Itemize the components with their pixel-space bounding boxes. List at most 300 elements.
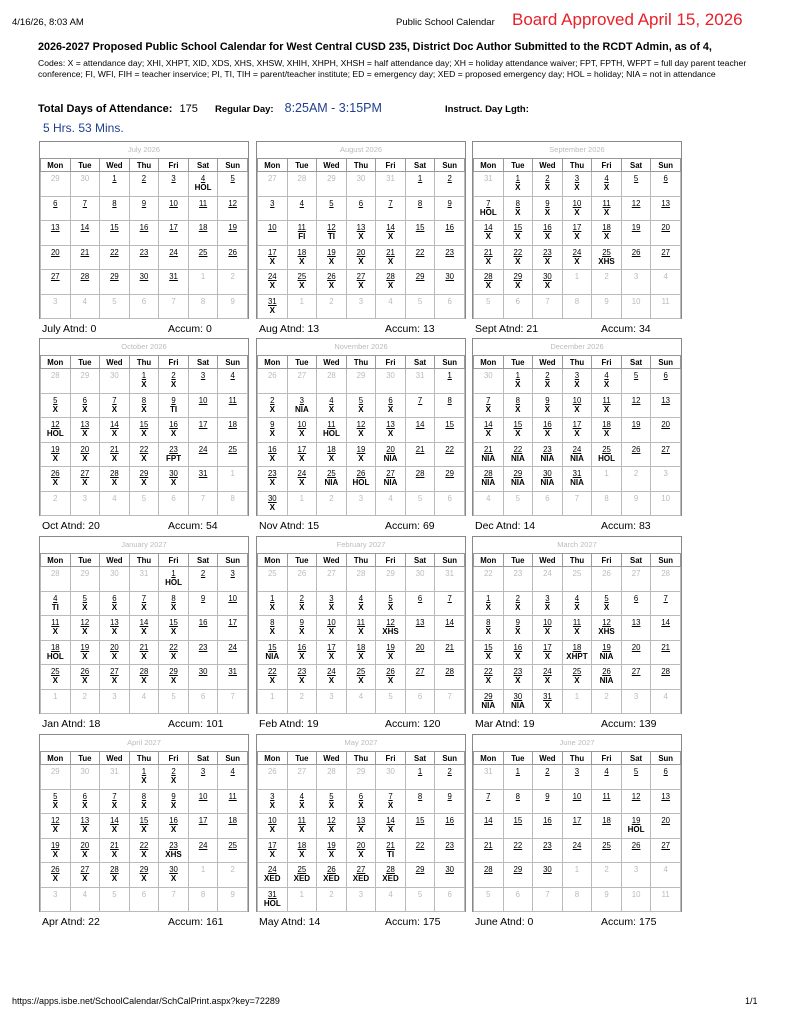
day-cell [621, 591, 651, 616]
day-number: 26 [267, 767, 277, 776]
day-number: 31 [228, 667, 238, 676]
weekday-header: Sun [651, 752, 681, 765]
day-code: X [299, 602, 305, 612]
day-number: 16 [543, 223, 552, 232]
day-cell [100, 665, 130, 690]
day-code: X [52, 404, 58, 414]
day-cell [346, 369, 376, 394]
day-cell [562, 245, 592, 270]
month-attendance [42, 718, 168, 730]
day-cell [621, 491, 651, 516]
day-code: X [358, 281, 364, 290]
weekday-header: Thu [562, 554, 592, 567]
day-number: 29 [80, 371, 90, 380]
day-number: 3 [270, 791, 275, 801]
weekday-header: Thu [346, 159, 376, 172]
day-cell [129, 765, 159, 790]
day-number: 27 [327, 569, 336, 578]
day-number: 16 [297, 642, 307, 652]
day-cell [346, 393, 376, 418]
day-cell [474, 393, 504, 418]
week-row [258, 442, 465, 467]
day-code: X [141, 404, 147, 414]
day-cell [474, 665, 504, 690]
day-number: 2 [329, 493, 334, 503]
day-code: XED [293, 874, 311, 883]
day-cell [621, 369, 651, 394]
day-cell [159, 567, 189, 592]
day-number: 16 [169, 420, 178, 429]
month-calendar [256, 338, 466, 516]
weekday-header: Wed [317, 554, 347, 567]
day-cell [474, 221, 504, 246]
weekday-header: Thu [562, 752, 592, 765]
day-cell [218, 442, 248, 467]
weekday-header: Sun [218, 752, 248, 765]
day-cell [435, 393, 465, 418]
weekday-header: Tue [287, 752, 317, 765]
day-number: 4 [82, 889, 88, 899]
day-code: X [387, 256, 394, 266]
day-cell [129, 863, 159, 888]
month-calendar [39, 734, 249, 912]
day-cell [188, 467, 218, 492]
day-cell [621, 418, 651, 443]
day-number: 28 [415, 469, 425, 478]
day-code: NIA [481, 453, 496, 463]
day-number: 21 [483, 840, 493, 850]
day-number: 4 [299, 198, 305, 208]
week-row [474, 887, 681, 912]
day-cell [70, 838, 100, 863]
day-cell [533, 393, 563, 418]
day-number: 26 [602, 569, 611, 578]
day-number: 13 [386, 420, 395, 429]
day-cell [346, 270, 376, 295]
day-number: 3 [633, 272, 639, 281]
day-number: 30 [80, 174, 90, 183]
weekday-header: Mon [41, 752, 71, 765]
day-cell [592, 467, 622, 492]
day-code: X [82, 429, 88, 438]
accum-value: 161 [205, 916, 224, 928]
day-code: HOL [322, 429, 340, 438]
day-number: 9 [604, 296, 609, 306]
day-code: X [328, 800, 335, 810]
day-number: 11 [199, 198, 208, 208]
day-code: X [82, 453, 88, 463]
day-cell [188, 665, 218, 690]
day-code: X [299, 849, 305, 859]
day-cell [592, 196, 622, 221]
day-cell [346, 221, 376, 246]
day-number: 23 [445, 840, 455, 850]
day-number: 26 [228, 247, 238, 257]
day-cell [287, 442, 317, 467]
day-cell [474, 838, 504, 863]
day-code: X [387, 800, 394, 810]
day-code: X [269, 256, 275, 266]
day-cell [218, 172, 248, 197]
day-cell [100, 838, 130, 863]
day-code: X [358, 256, 364, 266]
day-number: 4 [358, 691, 364, 701]
day-cell [592, 665, 622, 690]
day-code: X [328, 849, 335, 859]
day-cell [218, 591, 248, 616]
day-code: NIA [510, 453, 525, 463]
day-number: 7 [486, 395, 491, 405]
day-cell [258, 196, 288, 221]
day-number: 7 [171, 296, 176, 306]
day-number: 10 [267, 223, 277, 232]
approval-stamp: Board Approved April 15, 2026 [512, 10, 743, 29]
month-attendance-label: Feb Atnd: [259, 718, 304, 730]
day-number: 7 [417, 395, 423, 405]
accum-label: Accum: [385, 718, 421, 730]
weekday-header: Mon [474, 356, 504, 369]
day-number: 9 [230, 889, 235, 899]
day-number: 6 [417, 593, 423, 603]
accum-label: Accum: [168, 718, 204, 730]
day-cell [287, 369, 317, 394]
day-cell [474, 789, 504, 814]
day-number: 6 [515, 296, 521, 306]
day-cell [376, 270, 406, 295]
day-number: 1 [299, 889, 305, 899]
day-number: 20 [80, 444, 90, 454]
document-title: 2026-2027 Proposed Public School Calendar for West Central CUSD 235, District Doc Author Submitted to the RCDT Admin, as of 4, [38, 41, 712, 53]
day-number: 11 [356, 618, 366, 627]
day-number: 2 [604, 691, 609, 701]
week-row [474, 765, 681, 790]
weekday-header: Mon [258, 554, 288, 567]
day-cell [405, 567, 435, 592]
day-cell [258, 665, 288, 690]
day-code: X [111, 849, 118, 859]
day-number: 1 [141, 767, 147, 776]
day-cell [405, 467, 435, 492]
week-row [41, 172, 248, 197]
day-number: 8 [574, 296, 580, 306]
week-row [41, 393, 248, 418]
day-number: 17 [327, 642, 336, 652]
day-cell [317, 863, 347, 888]
day-cell [562, 418, 592, 443]
day-number: 15 [110, 223, 119, 232]
day-number: 31 [415, 371, 425, 380]
weekday-header: Sun [218, 159, 248, 172]
day-number: 26 [267, 371, 277, 380]
weekday-header: Tue [70, 159, 100, 172]
weekday-header: Thu [346, 752, 376, 765]
week-row [258, 491, 465, 516]
print-datetime: 4/16/26, 8:03 AM [12, 17, 84, 28]
day-number: 3 [329, 593, 334, 603]
day-cell [188, 369, 218, 394]
day-cell [41, 863, 71, 888]
attendance-summary [259, 520, 435, 532]
day-code: X [170, 825, 177, 834]
day-number: 31 [198, 469, 208, 478]
day-cell [621, 442, 651, 467]
day-cell [70, 245, 100, 270]
day-code: X [574, 183, 580, 192]
day-cell [474, 616, 504, 641]
week-row [474, 294, 681, 319]
day-number: 1 [486, 593, 491, 603]
month-table [473, 158, 681, 319]
day-cell [533, 591, 563, 616]
day-code: X [515, 627, 521, 636]
day-cell [258, 863, 288, 888]
month-attendance-value: 21 [526, 323, 539, 335]
day-code: X [52, 874, 58, 883]
day-number: 4 [388, 296, 393, 306]
week-row [41, 665, 248, 690]
day-number: 12 [602, 618, 611, 627]
day-number: 5 [633, 371, 639, 380]
day-number: 14 [483, 223, 493, 232]
week-row [258, 567, 465, 592]
day-number: 8 [417, 198, 423, 208]
week-row [258, 393, 465, 418]
day-cell [287, 567, 317, 592]
day-cell [651, 567, 681, 592]
attendance-summary [475, 520, 651, 532]
day-cell [317, 765, 347, 790]
month-attendance [259, 718, 385, 730]
day-number: 25 [297, 272, 307, 281]
day-cell [474, 814, 504, 839]
day-number: 17 [198, 420, 208, 429]
day-cell [651, 591, 681, 616]
day-number: 24 [543, 667, 552, 676]
day-number: 16 [198, 618, 208, 627]
day-cell [287, 765, 317, 790]
day-code: X [387, 825, 394, 834]
week-row [474, 418, 681, 443]
day-number: 1 [515, 371, 521, 380]
day-cell [651, 270, 681, 295]
day-code: X [299, 453, 305, 463]
day-cell [41, 294, 71, 319]
day-cell [188, 418, 218, 443]
day-number: 13 [356, 816, 366, 825]
day-number: 22 [110, 247, 119, 257]
day-code: X [358, 849, 364, 859]
day-number: 6 [141, 889, 147, 899]
day-number: 20 [661, 223, 671, 232]
day-cell [188, 765, 218, 790]
day-cell [70, 640, 100, 665]
day-number: 11 [572, 618, 582, 627]
day-code: X [111, 676, 118, 685]
day-number: 2 [604, 272, 609, 281]
day-cell [405, 616, 435, 641]
day-cell [100, 814, 130, 839]
day-number: 27 [661, 444, 671, 454]
day-number: 28 [110, 469, 119, 478]
day-number: 24 [297, 469, 307, 478]
day-number: 3 [200, 767, 206, 776]
day-number: 30 [543, 469, 552, 478]
day-number: 17 [267, 247, 277, 257]
day-cell [376, 838, 406, 863]
day-code: X [574, 256, 580, 266]
day-code: X [328, 676, 335, 685]
accum-label: Accum: [385, 916, 421, 928]
weekday-header: Sat [405, 554, 435, 567]
day-number: 22 [267, 667, 277, 676]
day-number: 13 [356, 223, 366, 232]
weekday-header: Fri [592, 159, 622, 172]
day-number: 5 [388, 691, 393, 701]
day-number: 18 [572, 642, 582, 652]
day-number: 19 [386, 642, 395, 652]
day-number: 27 [80, 865, 90, 874]
day-number: 5 [171, 691, 176, 701]
day-code: NIA [570, 478, 584, 487]
day-code: X [485, 281, 491, 290]
day-number: 21 [80, 247, 90, 257]
day-cell [533, 245, 563, 270]
weekday-header: Fri [592, 554, 622, 567]
month-attendance [42, 916, 168, 928]
day-code: X [544, 232, 551, 241]
day-number: 26 [631, 444, 641, 454]
day-number: 22 [483, 569, 493, 578]
day-cell [41, 789, 71, 814]
accum-value: 120 [422, 718, 441, 730]
day-cell [621, 616, 651, 641]
day-number: 17 [267, 840, 277, 850]
day-number: 21 [661, 642, 671, 652]
day-cell [317, 270, 347, 295]
day-cell [159, 172, 189, 197]
day-cell [621, 665, 651, 690]
day-cell [474, 765, 504, 790]
day-number: 10 [543, 618, 552, 627]
day-number: 24 [228, 642, 238, 652]
day-number: 15 [267, 642, 277, 652]
day-number: 7 [545, 296, 550, 306]
day-cell [592, 887, 622, 912]
day-number: 28 [50, 569, 60, 578]
week-row [41, 467, 248, 492]
day-cell [41, 393, 71, 418]
weekday-header: Sat [405, 752, 435, 765]
day-number: 7 [388, 198, 393, 208]
day-cell [159, 369, 189, 394]
day-cell [435, 887, 465, 912]
day-number: 1 [112, 174, 117, 183]
day-code: X [52, 825, 58, 834]
day-cell [346, 640, 376, 665]
day-cell [474, 172, 504, 197]
month-attendance-value: 0 [90, 323, 97, 335]
day-code: X [111, 825, 118, 834]
day-number: 2 [545, 767, 550, 776]
day-cell [100, 567, 130, 592]
day-cell [41, 887, 71, 912]
day-number: 21 [110, 840, 119, 850]
accum-value: 175 [638, 916, 657, 928]
day-cell [70, 765, 100, 790]
week-row [258, 838, 465, 863]
day-cell [188, 245, 218, 270]
day-number: 27 [356, 865, 366, 874]
month-attendance-label: Sept Atnd: [475, 323, 524, 335]
day-code: X [141, 627, 147, 636]
day-cell [405, 221, 435, 246]
weekday-header: Thu [129, 159, 159, 172]
day-cell [651, 838, 681, 863]
day-number: 29 [386, 569, 395, 578]
day-cell [405, 294, 435, 319]
day-cell [100, 196, 130, 221]
weekday-header: Tue [70, 356, 100, 369]
day-number: 26 [631, 840, 641, 850]
day-number: 1 [171, 569, 176, 578]
day-cell [159, 887, 189, 912]
day-code: X [574, 232, 580, 241]
weekday-header: Tue [287, 356, 317, 369]
day-cell [100, 887, 130, 912]
day-number: 4 [230, 371, 235, 380]
day-number: 10 [297, 420, 307, 429]
week-row [258, 245, 465, 270]
day-number: 3 [112, 691, 117, 701]
day-cell [503, 221, 533, 246]
day-code: X [82, 651, 88, 661]
day-code: X [544, 429, 551, 438]
day-cell [533, 418, 563, 443]
day-cell [41, 616, 71, 641]
day-cell [533, 838, 563, 863]
day-cell [70, 369, 100, 394]
day-code: NIA [510, 700, 525, 710]
day-cell [651, 814, 681, 839]
week-row [474, 591, 681, 616]
day-number: 30 [198, 667, 208, 676]
day-cell [376, 245, 406, 270]
day-number: 5 [53, 791, 58, 801]
day-number: 27 [110, 667, 119, 676]
day-number: 30 [80, 767, 90, 776]
weekday-header: Sun [435, 356, 465, 369]
day-cell [562, 221, 592, 246]
day-code: X [170, 874, 177, 883]
accum-label: Accum: [601, 520, 637, 532]
month-attendance [42, 323, 168, 335]
day-code: X [299, 627, 305, 636]
day-cell [129, 245, 159, 270]
day-code: X [141, 825, 147, 834]
day-cell [159, 418, 189, 443]
day-code: X [328, 281, 335, 290]
day-cell [651, 393, 681, 418]
day-number: 6 [141, 296, 147, 306]
day-code: X [515, 404, 521, 414]
day-number: 3 [299, 395, 305, 405]
day-number: 22 [415, 247, 425, 257]
weekday-header: Tue [503, 554, 533, 567]
day-code: X [141, 651, 147, 661]
day-cell [188, 567, 218, 592]
month-attendance-value: 14 [308, 916, 321, 928]
weekday-header: Mon [474, 752, 504, 765]
